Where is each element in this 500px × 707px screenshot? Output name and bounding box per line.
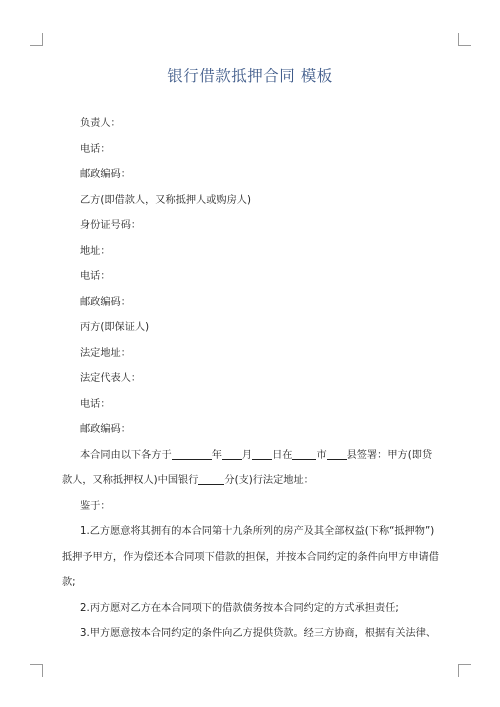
intro-line-2: 款人，又称抵押权人)中国银行 分(支)行法定地址： [62, 475, 314, 486]
field-line-legal-representative: 法定代表人： [80, 373, 142, 384]
whereas-heading: 鉴于： [80, 500, 111, 512]
field-line-party-b: 乙方(即借款人，又称抵押人或购房人) [80, 194, 251, 206]
blank-day [252, 448, 272, 460]
clause-1-line-1: 1.乙方愿意将其拥有的本合同第十九条所列的房产及其全部权益(下称“抵押物”) [80, 526, 435, 537]
field-line-postcode: 邮政编码： [80, 296, 131, 308]
clause-2: 2.丙方愿对乙方在本合同项下的借款债务按本合同约定的方式承担责任; [80, 602, 399, 614]
clause-1-line-2: 抵押予甲方，作为偿还本合同项下借款的担保，并按本合同约定的条件向甲方申请借 [62, 551, 439, 563]
field-line-address: 地址： [80, 245, 111, 257]
blank-year [172, 448, 212, 460]
clause-1-line-3: 款; [62, 577, 76, 588]
field-line-phone: 电话： [80, 143, 111, 155]
field-line-phone: 电话： [80, 271, 111, 282]
field-line-phone: 电话： [80, 398, 111, 410]
field-line-postcode: 邮政编码： [80, 424, 131, 435]
field-line-party-c: 丙方(即保证人) [80, 322, 150, 333]
intro-line-1: 本合同由以下各方于 年 月 日在 市 县签署：甲方(即贷 [80, 449, 433, 461]
clause-3: 3.甲方愿意按本合同约定的条件向乙方提供贷款。经三方协商，根据有关法律、 [80, 628, 437, 639]
crop-mark-top-left [30, 33, 43, 46]
blank-branch [198, 473, 224, 485]
clause-1 [62, 519, 448, 596]
document-title: 银行借款抵押合同 模板 [167, 67, 333, 85]
document-body [62, 111, 448, 647]
field-line-legal-address: 法定地址： [80, 347, 131, 359]
crop-mark-bottom-right [458, 664, 471, 677]
intro-paragraph [62, 443, 448, 494]
crop-mark-bottom-left [30, 664, 43, 677]
field-line-id-number: 身份证号码： [80, 220, 142, 231]
blank-county [327, 448, 347, 460]
crop-mark-top-right [458, 33, 471, 46]
field-line-contact-person: 负责人： [80, 118, 121, 129]
blank-city [292, 448, 316, 460]
blank-month [222, 448, 242, 460]
field-line-postcode: 邮政编码： [80, 169, 131, 180]
